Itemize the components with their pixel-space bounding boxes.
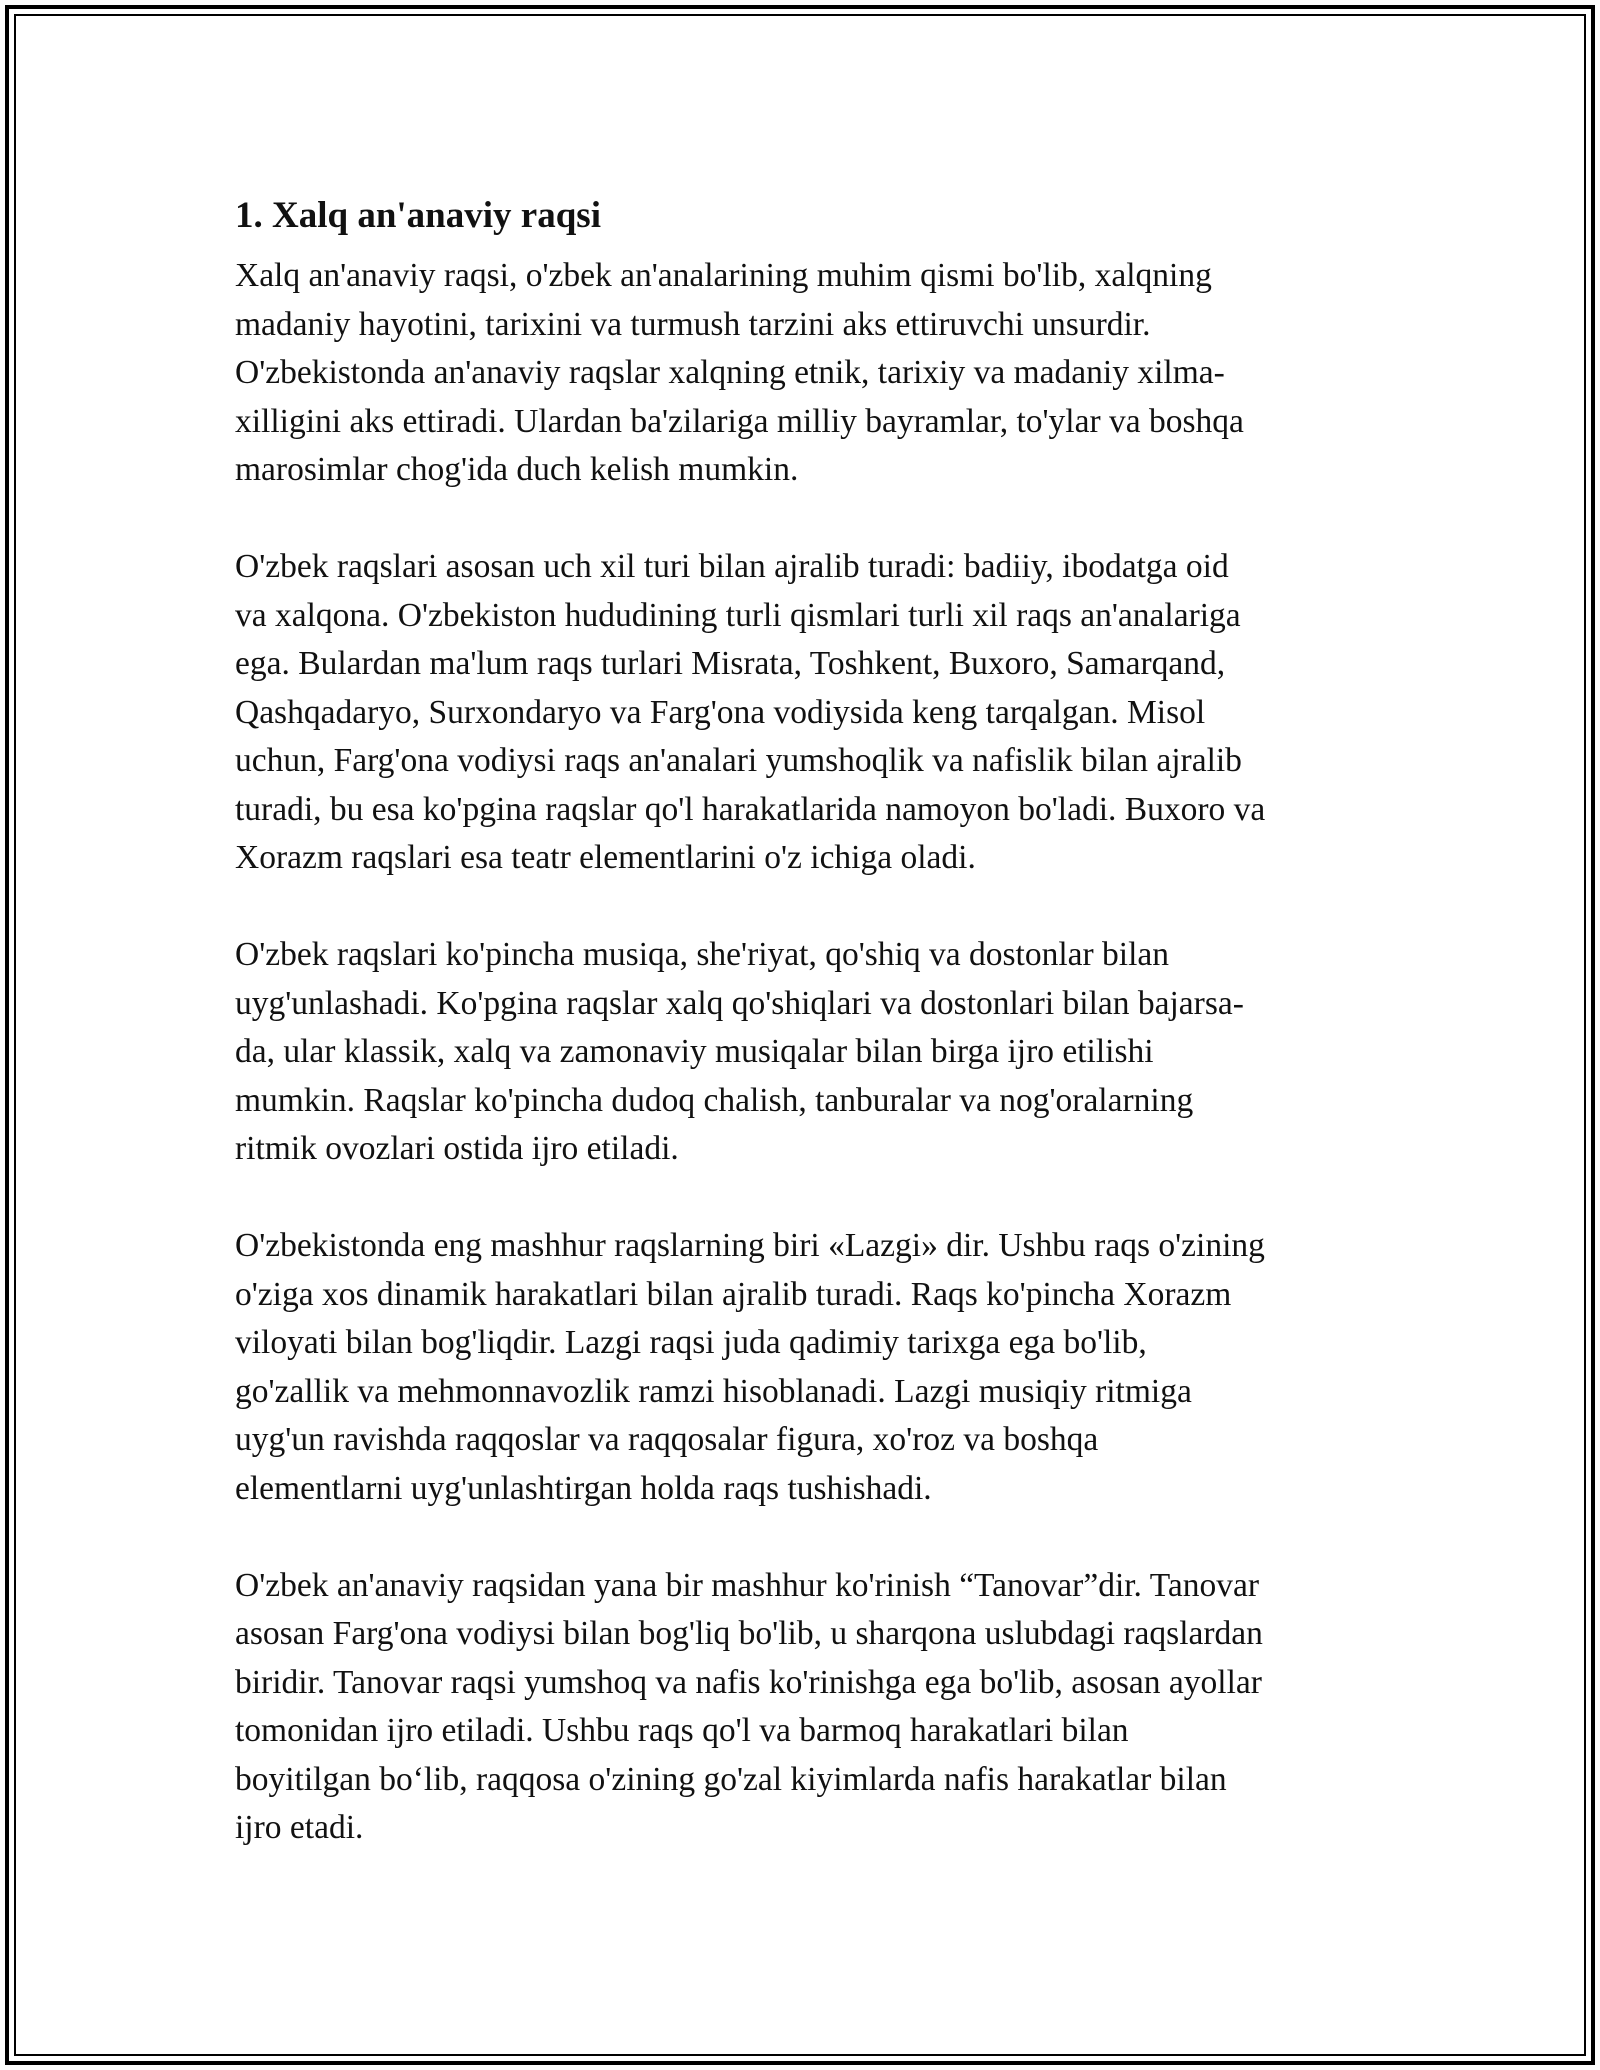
section-heading: 1. Xalq an'anaviy raqsi <box>235 195 601 236</box>
paragraph-2: O'zbek raqslari asosan uch xil turi bilan ajralib turadi: badiiy, ibodatga oid va xalqona. O'zbekiston hududining turli qismlari turli xil raqs an'analariga ega. Bulardan ma'lum raqs turlari Misrata, Toshkent, Buxoro, Samarqand, Qashqadaryo, Surxondaryo va Farg'ona vodiysida keng tarqalgan. Misol uchun, Farg'ona vodiysi raqs an'analari yumshoqlik va nafislik bilan ajralib turadi, bu esa ko'pgina raqslar qo'l harakatlarida namoyon bo'ladi. Buxoro va Xorazm raqslari esa teatr elementlarini o'z ichiga oladi. <box>235 548 1266 876</box>
document-body <box>235 188 1375 1901</box>
paragraph-4: O'zbekistonda eng mashhur raqslarning biri «Lazgi» dir. Ushbu raqs o'zining o'ziga xos dinamik harakatlari bilan ajralib turadi. Raqs ko'pincha Xorazm viloyati bilan bog'liqdir. Lazgi raqsi juda qadimiy tarixga ega bo'lib, go'zallik va mehmonnavozlik ramzi hisoblanadi. Lazgi musiqiy ritmiga uyg'un ravishda raqqoslar va raqqosalar figura, xo'roz va boshqa elementlarni uyg'unlashtirgan holda raqs tushishadi. <box>235 1227 1265 1507</box>
paragraph-3: O'zbek raqslari ko'pincha musiqa, she'riyat, qo'shiq va dostonlar bilan uyg'unlashadi. Ko'pgina raqslar xalq qo'shiqlari va dostonlari bilan bajarsa- da, ular klassik, xalq va zamonaviy musiqalar bilan birga ijro etilishi mumkin. Raqslar ko'pincha dudoq chalish, tanburalar va nog'oralarning ritmik ovozlari ostida ijro etiladi. <box>235 936 1244 1167</box>
paragraph-1: Xalq an'anaviy raqsi, o'zbek an'analarining muhim qismi bo'lib, xalqning madaniy hayotini, tarixini va turmush tarzini aks ettiruvchi unsurdir. O'zbekistonda an'anaviy raqslar xalqning etnik, tarixiy va madaniy xilma- xilligini aks ettiradi. Ulardan ba'zilariga milliy bayramlar, to'ylar va boshqa marosimlar chog'ida duch kelish mumkin. <box>235 257 1244 488</box>
paragraph-5: O'zbek an'anaviy raqsidan yana bir mashhur ko'rinish “Tanovar”dir. Tanovar asosan Farg'ona vodiysi bilan bog'liq bo'lib, u sharqona uslubdagi raqslardan biridir. Tanovar raqsi yumshoq va nafis ko'rinishga ega bo'lib, asosan ayollar tomonidan ijro etiladi. Ushbu raqs qo'l va barmoq harakatlari bilan boyitilgan bo‘lib, raqqosa o'zining go'zal kiyimlarda nafis harakatlar bilan ijro etadi. <box>235 1566 1263 1846</box>
